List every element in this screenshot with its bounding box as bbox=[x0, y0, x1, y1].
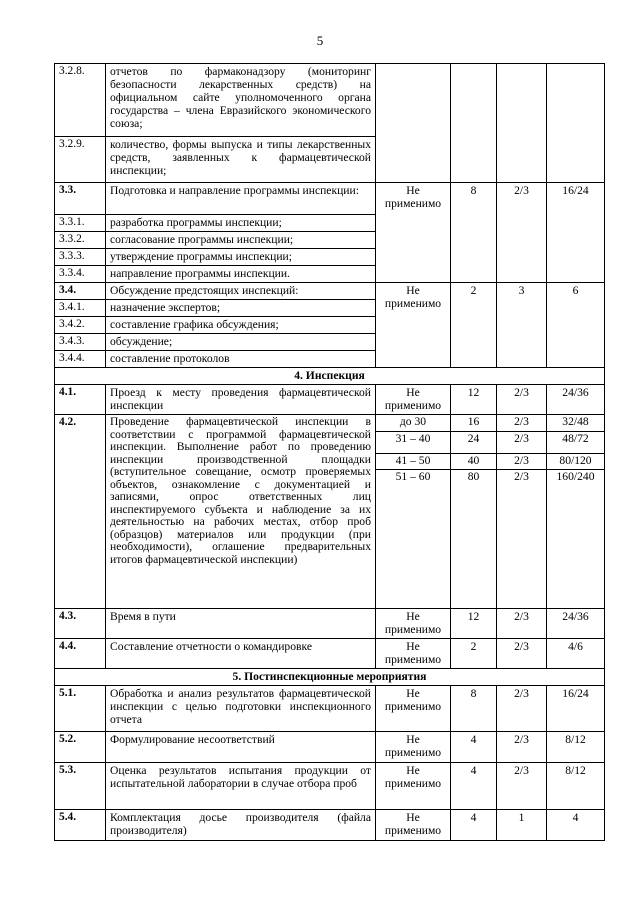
table-row bbox=[55, 609, 605, 639]
table-row bbox=[55, 385, 605, 415]
value-cell: 2/3 bbox=[497, 453, 547, 470]
value-cell: 4 bbox=[451, 810, 497, 841]
value-cell: 2/3 bbox=[497, 385, 547, 415]
item-number: 3.4.1. bbox=[55, 300, 106, 317]
item-number: 3.4.2. bbox=[55, 317, 106, 334]
value-cell: 24/36 bbox=[547, 385, 605, 415]
value-cell: 4/6 bbox=[547, 639, 605, 669]
item-text: Подготовка и направление программы инспекции: bbox=[106, 183, 376, 215]
item-number: 3.4.4. bbox=[55, 351, 106, 368]
value-cell: 8 bbox=[451, 183, 497, 283]
item-text: количество, формы выпуска и типы лекарственных средств, заявленных к фармацевтической инспекции; bbox=[106, 137, 376, 183]
value-cell: 2/3 bbox=[497, 763, 547, 810]
item-number: 3.4. bbox=[55, 283, 106, 300]
applicability-cell: Не применимо bbox=[376, 183, 451, 283]
page-number: 5 bbox=[316, 33, 324, 48]
value-cell: 12 bbox=[451, 385, 497, 415]
section-header-row bbox=[55, 368, 605, 385]
value-cell: 8 bbox=[451, 686, 497, 732]
value-cell: 2 bbox=[451, 639, 497, 669]
value-cell: 8/12 bbox=[547, 732, 605, 763]
item-text: Комплектация досье производителя (файла производителя) bbox=[106, 810, 376, 841]
value-cell: 6 bbox=[547, 283, 605, 368]
item-text: Обработка и анализ результатов фармацевтической инспекции с целью подготовки инспекционного отчета bbox=[106, 686, 376, 732]
value-cell: 16 bbox=[451, 415, 497, 432]
item-number: 3.2.8. bbox=[55, 64, 106, 137]
item-text: Проезд к месту проведения фармацевтической инспекции bbox=[106, 385, 376, 415]
table-row bbox=[55, 283, 605, 300]
value-cell: 16/24 bbox=[547, 183, 605, 283]
section-header-row bbox=[55, 669, 605, 686]
item-number: 3.3. bbox=[55, 183, 106, 215]
value-cell: 4 bbox=[451, 732, 497, 763]
item-number: 5.1. bbox=[55, 686, 106, 732]
item-number: 3.3.4. bbox=[55, 266, 106, 283]
value-cell: 2/3 bbox=[497, 686, 547, 732]
item-number: 4.2. bbox=[55, 415, 106, 609]
value-cell: 16/24 bbox=[547, 686, 605, 732]
range-cell: 51 – 60 bbox=[376, 470, 451, 609]
item-text: Составление отчетности о командировке bbox=[106, 639, 376, 669]
range-cell: 31 – 40 bbox=[376, 431, 451, 453]
value-cell: 2/3 bbox=[497, 183, 547, 283]
value-cell: 48/72 bbox=[547, 431, 605, 453]
value-cell: 2/3 bbox=[497, 639, 547, 669]
value-cell: 32/48 bbox=[547, 415, 605, 432]
item-text: утверждение программы инспекции; bbox=[106, 249, 376, 266]
item-text: составление графика обсуждения; bbox=[106, 317, 376, 334]
value-cell: 2/3 bbox=[497, 609, 547, 639]
value-cell: 12 bbox=[451, 609, 497, 639]
value-cell: 1 bbox=[497, 810, 547, 841]
item-text: Время в пути bbox=[106, 609, 376, 639]
value-cell: 2/3 bbox=[497, 732, 547, 763]
value-cell: 3 bbox=[497, 283, 547, 368]
item-number: 3.3.1. bbox=[55, 215, 106, 232]
value-cell: 4 bbox=[547, 810, 605, 841]
value-cell: 2/3 bbox=[497, 470, 547, 609]
inspection-schedule-table bbox=[54, 63, 605, 841]
table-row bbox=[55, 64, 605, 137]
value-cell: 160/240 bbox=[547, 470, 605, 609]
item-text: разработка программы инспекции; bbox=[106, 215, 376, 232]
item-number: 3.4.3. bbox=[55, 334, 106, 351]
item-text: составление протоколов bbox=[106, 351, 376, 368]
value-cell: 40 bbox=[451, 453, 497, 470]
value-cell: 24/36 bbox=[547, 609, 605, 639]
table-row bbox=[55, 763, 605, 810]
item-text: обсуждение; bbox=[106, 334, 376, 351]
table-row bbox=[55, 639, 605, 669]
applicability-cell: Не применимо bbox=[376, 732, 451, 763]
item-number: 5.3. bbox=[55, 763, 106, 810]
applicability-cell: Не применимо bbox=[376, 609, 451, 639]
section-title: 4. Инспекция bbox=[55, 368, 605, 385]
applicability-cell: Не применимо bbox=[376, 283, 451, 368]
table-row bbox=[55, 810, 605, 841]
applicability-cell: Не применимо bbox=[376, 385, 451, 415]
value-cell: 80/120 bbox=[547, 453, 605, 470]
value-cell: 8/12 bbox=[547, 763, 605, 810]
item-text: Проведение фармацевтической инспекции в соответствии с программой фармацевтической инспекции. Выполнение работ по проведению инспекции производственной площадки (вступительное совещание, осмотр проверяемых объектов, ознакомление с документацией и записями, опрос ответственных лиц инспектируемого субъекта и наблюдение за их деятельностью на рабочих местах, отбор проб (образцов) материалов или продукции (при необходимости), оглашение предварительных итогов фармацевтической инспекции) bbox=[106, 415, 376, 609]
applicability-cell: Не применимо bbox=[376, 763, 451, 810]
applicability-cell: Не применимо bbox=[376, 810, 451, 841]
item-text: согласование программы инспекции; bbox=[106, 232, 376, 249]
table-row bbox=[55, 686, 605, 732]
item-text: Оценка результатов испытания продукции от испытательной лаборатории в случае отбора проб bbox=[106, 763, 376, 810]
item-number: 3.2.9. bbox=[55, 137, 106, 183]
value-cell: 2 bbox=[451, 283, 497, 368]
item-text: Обсуждение предстоящих инспекций: bbox=[106, 283, 376, 300]
item-text: Формулирование несоответствий bbox=[106, 732, 376, 763]
range-cell: до 30 bbox=[376, 415, 451, 432]
item-number: 5.4. bbox=[55, 810, 106, 841]
item-number: 4.3. bbox=[55, 609, 106, 639]
value-cell: 2/3 bbox=[497, 431, 547, 453]
value-cell: 4 bbox=[451, 763, 497, 810]
item-number: 3.3.3. bbox=[55, 249, 106, 266]
applicability-cell: Не применимо bbox=[376, 639, 451, 669]
item-text: назначение экспертов; bbox=[106, 300, 376, 317]
applicability-cell: Не применимо bbox=[376, 686, 451, 732]
table-row bbox=[55, 183, 605, 215]
table-row bbox=[55, 732, 605, 763]
item-text: направление программы инспекции. bbox=[106, 266, 376, 283]
item-number: 4.1. bbox=[55, 385, 106, 415]
table-row bbox=[55, 415, 605, 432]
value-cell: 2/3 bbox=[497, 415, 547, 432]
item-number: 3.3.2. bbox=[55, 232, 106, 249]
section-title: 5. Постинспекционные мероприятия bbox=[55, 669, 605, 686]
value-cell: 24 bbox=[451, 431, 497, 453]
range-cell: 41 – 50 bbox=[376, 453, 451, 470]
item-number: 4.4. bbox=[55, 639, 106, 669]
item-number: 5.2. bbox=[55, 732, 106, 763]
value-cell: 80 bbox=[451, 470, 497, 609]
item-text: отчетов по фармаконадзору (мониторинг безопасности лекарственных средств) на официальном сайте уполномоченного органа государства – члена Евразийского экономического союза; bbox=[106, 64, 376, 137]
